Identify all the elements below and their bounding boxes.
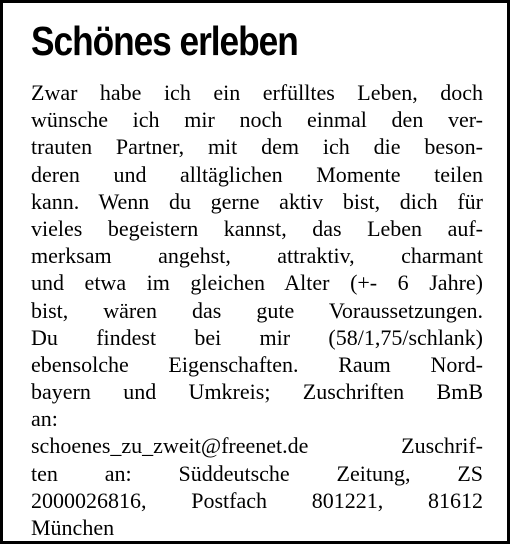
ad-line: München <box>31 515 115 540</box>
ad-line: und etwa im gleichen Alter (+- 6 Jahre) <box>31 270 483 296</box>
ad-body <box>31 79 483 541</box>
ad-line: merksam angehst, attraktiv, charmant <box>31 243 483 269</box>
ad-line: ebensolche Eigenschaften. Raum Nord- <box>31 351 483 377</box>
ad-line: kann. Wenn du gerne aktiv bist, dich für <box>31 188 483 214</box>
ad-line: ten an: Süddeutsche Zeitung, ZS <box>31 460 483 486</box>
ad-line: bist, wären das gute Voraussetzungen. <box>31 297 483 323</box>
ad-line: 2000026816, Postfach 801221, 81612 <box>31 487 483 513</box>
ad-headline: Schönes erleben <box>31 18 298 64</box>
ad-line: Du findest bei mir (58/1,75/schlank) <box>31 324 483 350</box>
ad-line: bayern und Umkreis; Zuschriften BmB <box>31 379 483 405</box>
ad-line: vieles begeistern kannst, das Leben auf- <box>31 215 483 241</box>
ad-line: wünsche ich mir noch einmal den ver- <box>31 107 483 133</box>
ad-email-line: schoenes_zu_zweit@freenet.de Zuschrif- <box>31 433 483 459</box>
ad-line: Zwar habe ich ein erfülltes Leben, doch <box>31 80 483 105</box>
ad-line: an: <box>31 406 58 432</box>
ad-line: deren und alltäglichen Momente teilen <box>31 161 483 187</box>
ad-line: trauten Partner, mit dem ich die beson- <box>31 134 483 160</box>
